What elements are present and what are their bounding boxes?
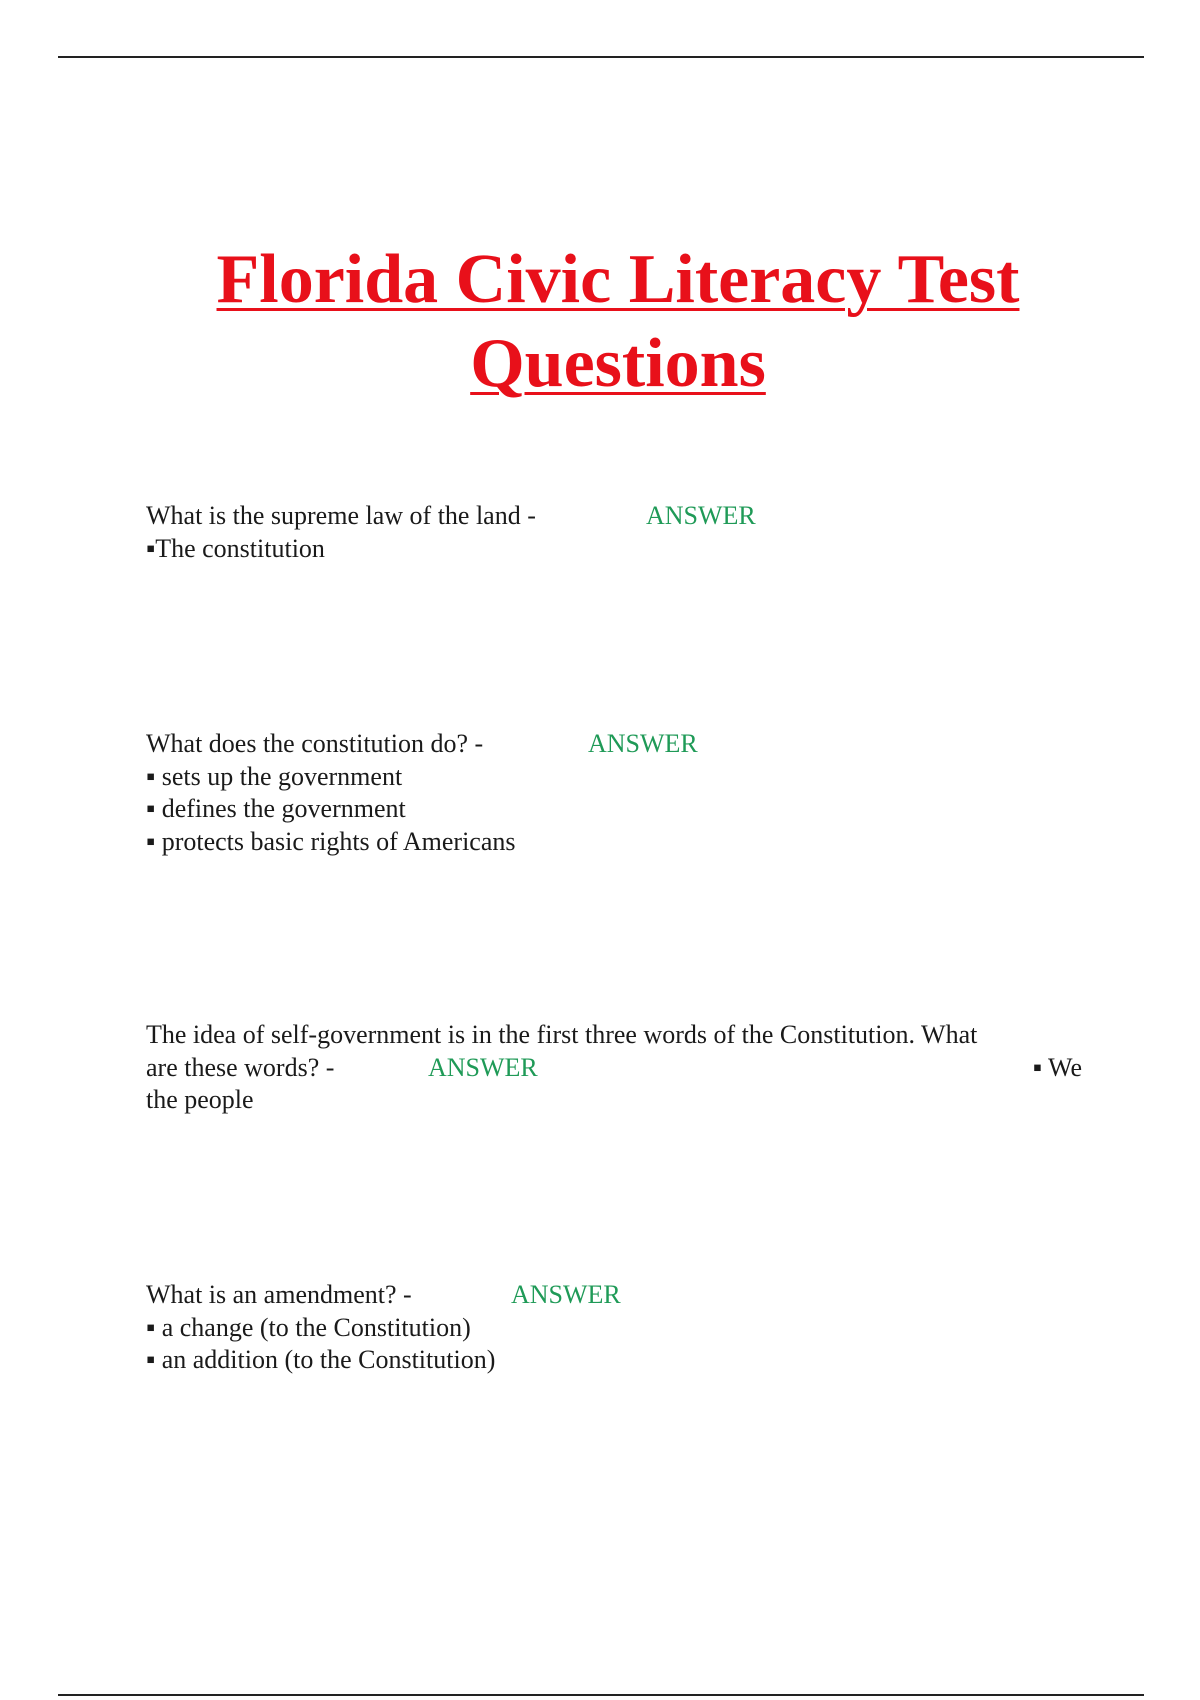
qa-item-3 xyxy=(146,1019,1086,1117)
question-text-continued: are these words? - xyxy=(146,1052,335,1082)
question-text: The idea of self-government is in the first three words of the Constitution. What xyxy=(146,1020,978,1049)
answer-text: ▪ sets up the government xyxy=(146,761,403,791)
question-text: What does the constitution do? - xyxy=(146,729,484,758)
answer-label: ANSWER xyxy=(511,1280,621,1309)
qa-item-4 xyxy=(146,1279,1086,1377)
title-line-1: Florida Civic Literacy Test xyxy=(216,241,1020,318)
answer-text: ▪ defines the government xyxy=(146,794,406,823)
answer-text-continued: the people xyxy=(146,1085,254,1114)
answer-text: ▪ protects basic rights of Americans xyxy=(146,826,516,856)
qa-item-1 xyxy=(146,500,1086,565)
answer-label: ANSWER xyxy=(428,1052,538,1082)
question-line xyxy=(146,1052,1086,1085)
answer-text: ▪ an addition (to the Constitution) xyxy=(146,1345,496,1374)
question-line xyxy=(146,728,1086,761)
answer-text: ▪ a change (to the Constitution) xyxy=(146,1312,471,1342)
top-rule xyxy=(58,56,1144,58)
title-line-2: Questions xyxy=(470,325,766,402)
question-text: What is an amendment? - xyxy=(146,1280,412,1309)
question-line xyxy=(146,1279,1086,1312)
answer-label: ANSWER xyxy=(588,729,698,758)
document-title xyxy=(100,238,1136,406)
question-line xyxy=(146,500,1086,533)
question-text: What is the supreme law of the land - xyxy=(146,501,536,530)
bottom-rule xyxy=(58,1694,1144,1696)
qa-item-2 xyxy=(146,728,1086,858)
answer-label: ANSWER xyxy=(646,501,756,530)
answer-text: ▪The constitution xyxy=(146,533,325,563)
answer-text: ▪ We xyxy=(1032,1052,1082,1082)
